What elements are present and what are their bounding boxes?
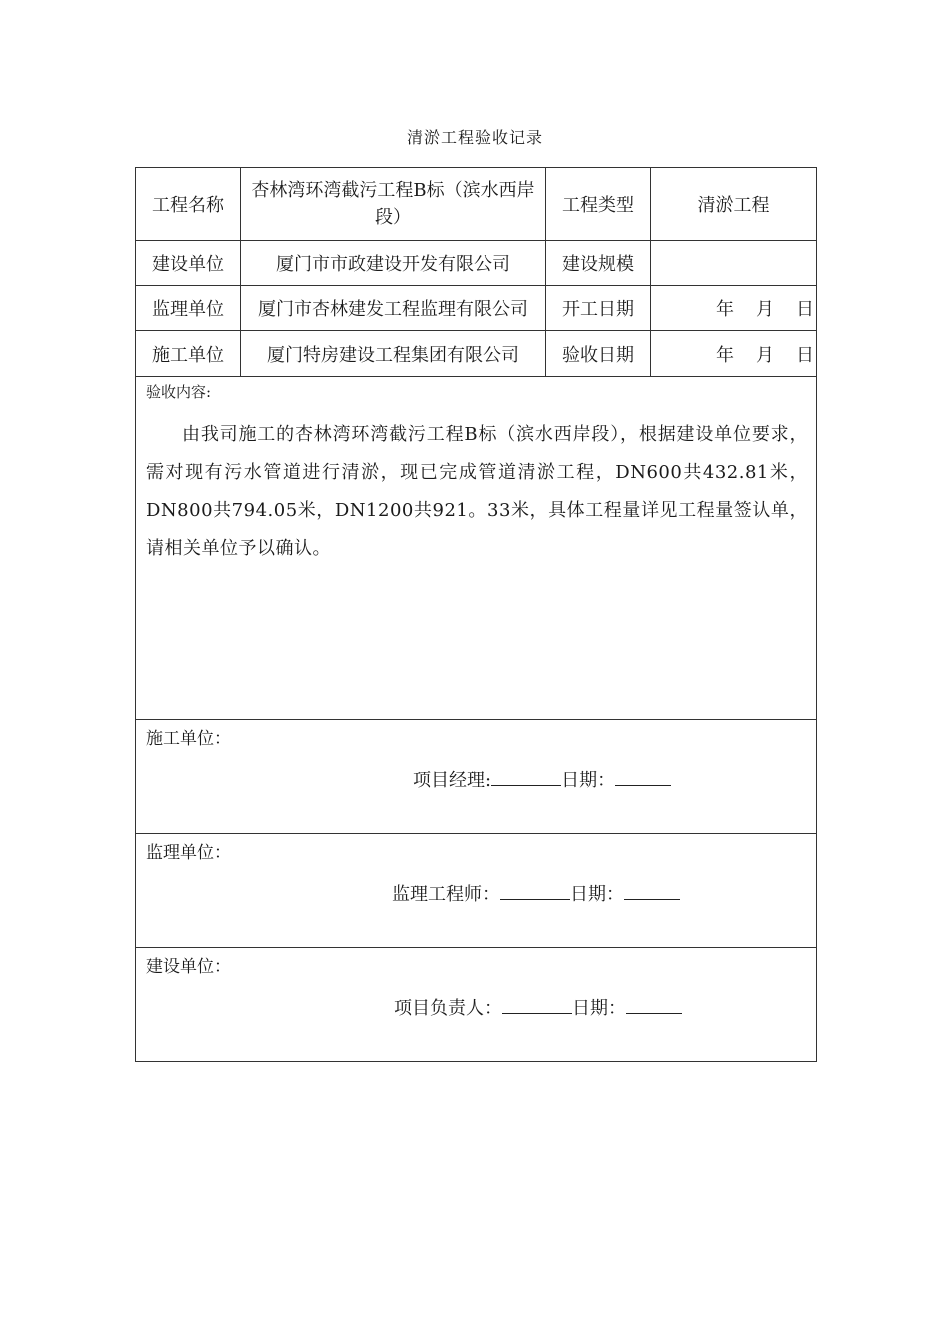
project-type-label: 工程类型 xyxy=(546,168,651,241)
contractor-date-label: 日期： xyxy=(561,770,616,791)
construction-unit-label: 建设单位 xyxy=(136,241,241,286)
supervising-engineer-blank[interactable] xyxy=(500,881,570,900)
owner-date-label: 日期： xyxy=(572,998,626,1019)
supervision-unit-label: 监理单位 xyxy=(136,286,241,331)
table-row xyxy=(136,286,817,331)
document-title: 清淤工程验收记录 xyxy=(406,128,543,147)
acceptance-content-row xyxy=(136,377,817,720)
construction-scale-label: 建设规模 xyxy=(546,241,651,286)
contractor-date-blank[interactable] xyxy=(615,767,671,786)
supervising-engineer-label: 监理工程师： xyxy=(392,884,500,905)
project-type-value: 清淤工程 xyxy=(651,168,817,241)
project-manager-label: 项目经理: xyxy=(413,770,492,791)
acceptance-content-cell xyxy=(136,377,817,720)
project-name-value: 杏林湾环湾截污工程B标（滨水西岸段） xyxy=(241,168,546,241)
acceptance-form-table xyxy=(135,167,817,1062)
project-leader-label: 项目负责人： xyxy=(394,998,502,1019)
supervision-date-label: 日期： xyxy=(570,884,624,905)
start-date-label: 开工日期 xyxy=(546,286,651,331)
acceptance-content-body: 由我司施工的杏林湾环湾截污工程B标（滨水西岸段），根据建设单位要求，需对现有污水管道进行清淤，现已完成管道清淤工程，DN600共432.81米，DN800共794.05米，DN1200共921。33米，具体工程量详见工程量签认单，请相关单位予以确认。 xyxy=(146,424,808,559)
table-row xyxy=(136,241,817,286)
table-row xyxy=(136,331,817,377)
signature-row-supervision xyxy=(136,834,817,948)
supervision-unit-value: 厦门市杏林建发工程监理有限公司 xyxy=(241,286,546,331)
supervision-signature-unit: 监理单位： xyxy=(146,843,231,863)
contractor-signature-unit: 施工单位： xyxy=(146,729,231,749)
signature-row-contractor xyxy=(136,720,817,834)
project-leader-blank[interactable] xyxy=(502,995,572,1014)
contractor-unit-label: 施工单位 xyxy=(136,331,241,377)
supervision-signature-line xyxy=(392,880,680,906)
table-row xyxy=(136,168,817,241)
supervision-date-blank[interactable] xyxy=(624,881,680,900)
acceptance-date-value: 年 月 日 xyxy=(651,331,817,377)
project-manager-blank[interactable] xyxy=(491,767,561,786)
owner-signature-unit: 建设单位： xyxy=(146,957,231,977)
acceptance-content-label: 验收内容: xyxy=(146,383,212,401)
signature-row-owner xyxy=(136,948,817,1062)
project-name-label: 工程名称 xyxy=(136,168,241,241)
construction-unit-value: 厦门市市政建设开发有限公司 xyxy=(241,241,546,286)
acceptance-date-label: 验收日期 xyxy=(546,331,651,377)
construction-scale-value xyxy=(651,241,817,286)
owner-signature-line xyxy=(394,994,682,1020)
contractor-signature-line xyxy=(413,766,671,792)
contractor-unit-value: 厦门特房建设工程集团有限公司 xyxy=(241,331,546,377)
start-date-value: 年 月 日 xyxy=(651,286,817,331)
owner-date-blank[interactable] xyxy=(626,995,682,1014)
